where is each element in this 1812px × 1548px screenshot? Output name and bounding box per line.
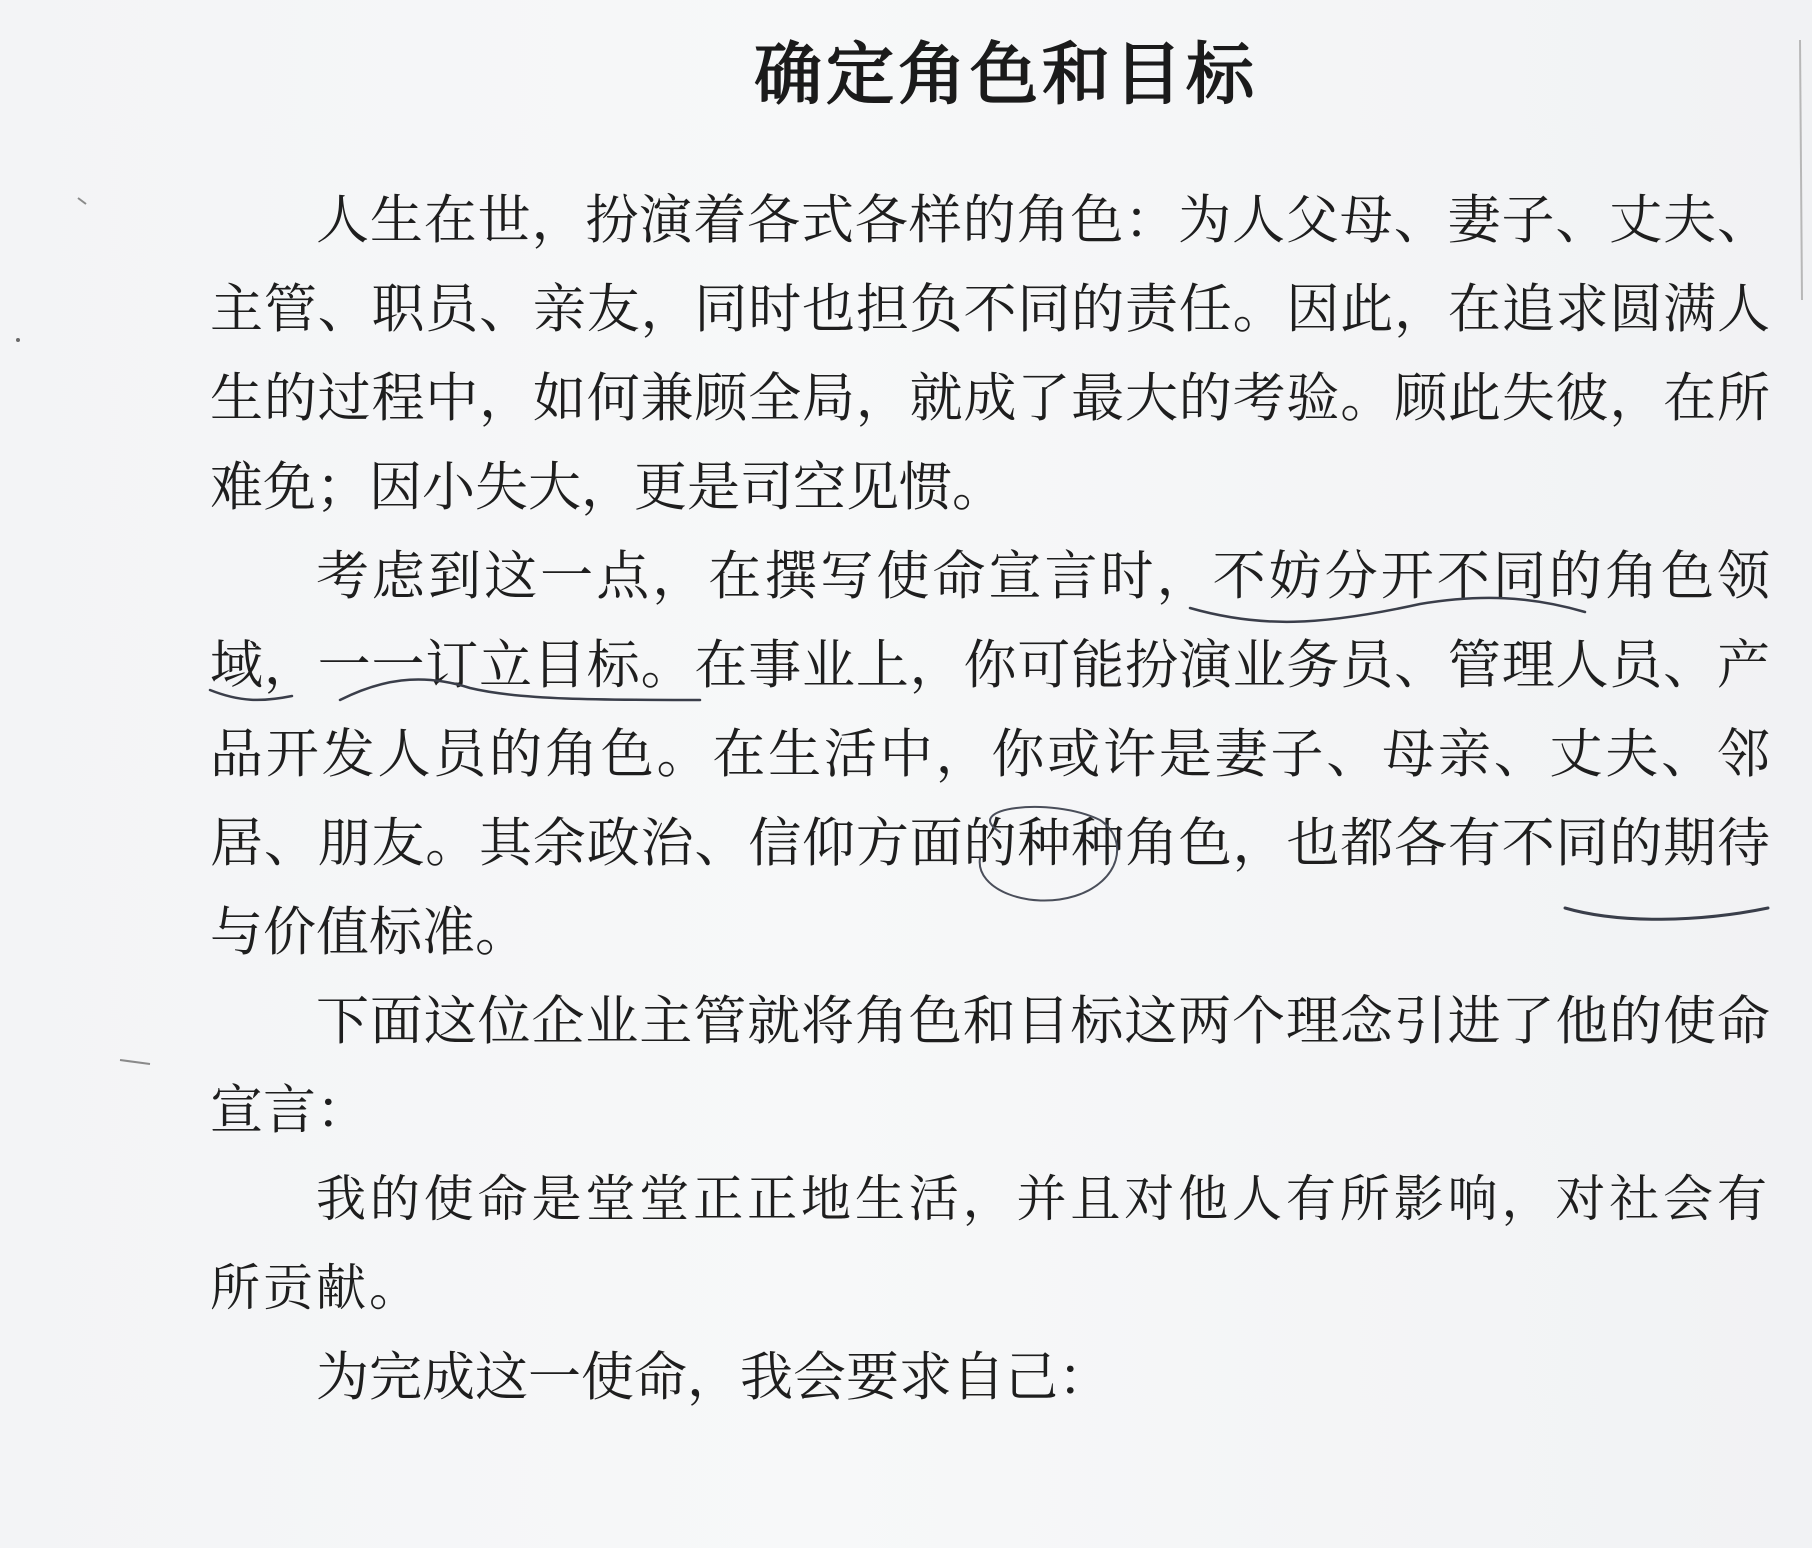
paragraph-example-intro: 下面这位企业主管就将角色和目标这两个理念引进了他的使命宣言：	[210, 991, 1770, 1141]
page-speck	[120, 1060, 150, 1064]
paragraph-roles: 人生在世，扮演着各式各样的角色：为人父母、妻子、丈夫、主管、职员、亲友，同时也担负不同的责任。因此，在追求圆满人生的过程中，如何兼顾全局，就成了最大的考验。顾此失彼，在所难免；因小失大，更是司空见惯。	[210, 190, 1770, 518]
paragraph-goals: 考虑到这一点，在撰写使命宣言时，不妨分开不同的角色领域，一一订立目标。在事业上，你可能扮演业务员、管理人员、产品开发人员的角色。在生活中，你或许是妻子、母亲、丈夫、邻居、朋友。其余政治、信仰方面的种种角色，也都各有不同的期待与价值标准。	[210, 546, 1770, 963]
page-title: 确定角色和目标	[753, 36, 1258, 115]
page-speck	[16, 338, 20, 342]
page-speck	[78, 198, 86, 204]
body-text	[210, 176, 1770, 1422]
paragraph-requirements-intro: 为完成这一使命，我会要求自己：	[316, 1347, 1111, 1408]
paragraph-mission-statement: 我的使命是堂堂正正地生活，并且对他人有所影响，对社会有所贡献。	[210, 1170, 1770, 1317]
